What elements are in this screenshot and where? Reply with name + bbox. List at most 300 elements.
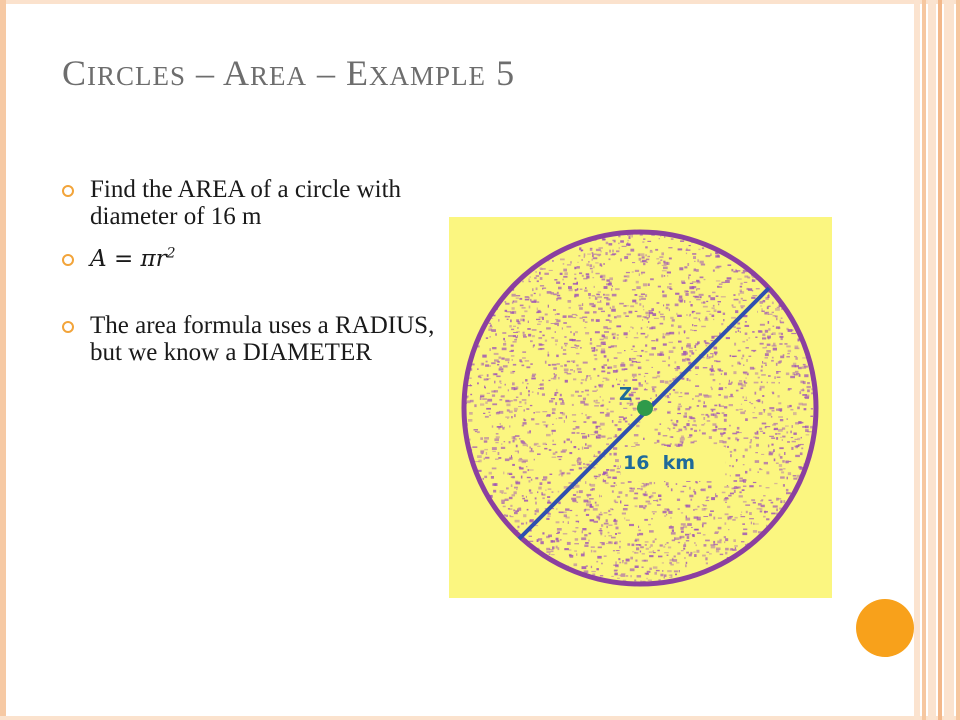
texture-speck xyxy=(773,343,776,346)
texture-speck xyxy=(530,492,533,494)
texture-speck xyxy=(538,388,541,389)
texture-speck xyxy=(596,436,601,438)
texture-speck xyxy=(696,550,699,553)
texture-speck xyxy=(637,332,638,334)
texture-speck xyxy=(802,357,806,358)
texture-speck xyxy=(706,301,708,302)
texture-speck xyxy=(605,294,609,296)
texture-speck xyxy=(777,307,780,308)
texture-speck xyxy=(639,505,644,508)
texture-speck xyxy=(603,326,607,329)
texture-speck xyxy=(617,578,620,579)
texture-speck xyxy=(556,538,559,541)
texture-speck xyxy=(653,552,656,553)
texture-speck xyxy=(666,304,670,306)
texture-speck xyxy=(513,341,517,342)
texture-speck xyxy=(498,452,500,455)
texture-speck xyxy=(519,359,522,362)
texture-speck xyxy=(574,278,576,280)
texture-speck xyxy=(647,578,648,579)
texture-speck xyxy=(786,489,789,492)
texture-speck xyxy=(577,432,580,433)
texture-speck xyxy=(525,402,527,405)
texture-speck xyxy=(647,571,651,573)
texture-speck xyxy=(530,340,533,342)
texture-speck xyxy=(624,276,627,278)
texture-speck xyxy=(590,484,595,487)
texture-speck xyxy=(644,519,648,521)
texture-speck xyxy=(537,453,541,455)
texture-speck xyxy=(510,371,514,373)
texture-speck xyxy=(555,392,559,394)
texture-speck xyxy=(596,426,601,427)
texture-speck xyxy=(807,389,810,392)
texture-speck xyxy=(570,510,573,511)
texture-speck xyxy=(573,494,576,496)
texture-speck xyxy=(516,298,519,299)
texture-speck xyxy=(517,335,518,338)
texture-speck xyxy=(492,394,495,396)
texture-speck xyxy=(512,382,515,385)
texture-speck xyxy=(626,520,630,521)
texture-speck xyxy=(796,445,798,447)
texture-speck xyxy=(645,388,646,389)
texture-speck xyxy=(594,400,596,402)
texture-speck xyxy=(556,508,557,510)
texture-speck xyxy=(639,273,640,276)
texture-speck xyxy=(718,369,722,371)
texture-speck xyxy=(538,321,542,322)
texture-speck xyxy=(531,479,532,481)
texture-speck xyxy=(653,513,655,514)
texture-speck xyxy=(522,425,524,427)
texture-speck xyxy=(743,464,745,465)
texture-speck xyxy=(693,269,695,272)
texture-speck xyxy=(579,490,583,493)
texture-speck xyxy=(600,528,602,530)
texture-speck xyxy=(800,381,804,384)
texture-speck xyxy=(652,388,654,390)
texture-speck xyxy=(613,370,618,373)
texture-speck xyxy=(524,500,528,502)
texture-speck xyxy=(721,323,723,325)
texture-speck xyxy=(633,408,637,409)
texture-speck xyxy=(748,337,750,338)
texture-speck xyxy=(699,393,702,395)
texture-speck xyxy=(779,382,780,384)
texture-speck xyxy=(804,408,807,410)
texture-speck xyxy=(597,556,601,559)
texture-speck xyxy=(635,560,637,562)
texture-speck xyxy=(752,412,754,413)
texture-speck xyxy=(664,577,666,579)
texture-speck xyxy=(532,375,535,377)
texture-speck xyxy=(795,455,800,457)
texture-speck xyxy=(620,364,625,367)
texture-speck xyxy=(585,312,590,314)
texture-speck xyxy=(686,518,691,521)
texture-speck xyxy=(596,400,597,402)
texture-speck xyxy=(500,423,501,425)
texture-speck xyxy=(758,331,762,333)
texture-speck xyxy=(572,404,574,406)
texture-speck xyxy=(555,319,558,320)
texture-speck xyxy=(613,336,616,339)
texture-speck xyxy=(706,562,708,564)
texture-speck xyxy=(509,325,512,327)
texture-speck xyxy=(647,315,648,317)
texture-speck xyxy=(645,541,649,542)
texture-speck xyxy=(795,447,798,448)
texture-speck xyxy=(728,529,729,530)
texture-speck xyxy=(782,436,785,438)
texture-speck xyxy=(766,347,767,349)
texture-speck xyxy=(499,367,502,368)
texture-speck xyxy=(689,380,691,382)
texture-speck xyxy=(787,477,789,480)
texture-speck xyxy=(797,407,800,410)
texture-speck xyxy=(737,432,742,433)
texture-speck xyxy=(634,580,636,582)
slide-title xyxy=(62,52,515,94)
texture-speck xyxy=(542,479,547,480)
texture-speck xyxy=(597,375,599,377)
texture-speck xyxy=(713,347,717,350)
texture-speck xyxy=(686,505,691,508)
texture-speck xyxy=(596,568,599,570)
texture-speck xyxy=(546,327,551,329)
texture-speck xyxy=(574,370,575,372)
texture-speck xyxy=(693,311,695,312)
texture-speck xyxy=(681,281,685,283)
texture-speck xyxy=(510,320,512,323)
texture-speck xyxy=(585,378,587,381)
texture-speck xyxy=(603,263,605,265)
texture-speck xyxy=(606,519,608,522)
texture-speck xyxy=(627,275,629,277)
texture-speck xyxy=(564,343,568,345)
texture-speck xyxy=(625,279,628,281)
texture-speck xyxy=(636,547,639,550)
texture-speck xyxy=(535,423,539,425)
texture-speck xyxy=(596,345,601,346)
texture-speck xyxy=(779,333,783,335)
texture-speck xyxy=(737,279,741,280)
circle-figure xyxy=(449,217,832,598)
texture-speck xyxy=(634,497,638,499)
texture-speck xyxy=(555,402,557,405)
texture-speck xyxy=(696,313,701,315)
texture-speck xyxy=(762,401,763,404)
texture-speck xyxy=(627,242,628,243)
texture-speck xyxy=(730,355,732,357)
texture-speck xyxy=(669,350,674,353)
texture-speck xyxy=(810,426,813,429)
texture-speck xyxy=(688,276,689,278)
texture-speck xyxy=(665,544,666,545)
texture-speck xyxy=(640,488,642,490)
texture-speck xyxy=(606,298,610,300)
texture-speck xyxy=(761,311,764,312)
texture-speck xyxy=(723,313,725,315)
texture-speck xyxy=(559,459,562,460)
texture-speck xyxy=(534,443,539,445)
texture-speck xyxy=(696,269,699,272)
texture-speck xyxy=(551,337,554,338)
texture-speck xyxy=(617,553,620,554)
texture-speck xyxy=(551,550,554,552)
texture-speck xyxy=(674,570,678,572)
texture-speck xyxy=(749,445,751,448)
texture-speck xyxy=(510,458,512,460)
texture-speck xyxy=(601,436,605,438)
texture-speck xyxy=(684,290,688,292)
texture-speck xyxy=(638,374,641,376)
texture-speck xyxy=(716,280,720,281)
texture-speck xyxy=(718,301,722,302)
texture-speck xyxy=(717,541,721,544)
texture-speck xyxy=(791,437,793,438)
texture-speck xyxy=(669,380,671,382)
formula-pi: π xyxy=(140,245,156,272)
texture-speck xyxy=(612,509,614,510)
texture-speck xyxy=(781,318,783,319)
texture-speck xyxy=(486,337,488,339)
texture-speck xyxy=(629,490,634,492)
texture-speck xyxy=(669,577,672,578)
texture-speck xyxy=(763,409,765,410)
texture-speck xyxy=(632,272,634,273)
texture-speck xyxy=(537,324,541,325)
texture-speck xyxy=(668,511,672,514)
texture-speck xyxy=(509,497,513,499)
stripe-1 xyxy=(914,0,920,720)
texture-speck xyxy=(590,506,594,508)
texture-speck xyxy=(621,574,626,577)
texture-speck xyxy=(485,416,489,418)
frame-left-border xyxy=(0,0,6,720)
texture-speck xyxy=(761,370,763,372)
texture-speck xyxy=(496,376,500,378)
texture-speck xyxy=(484,476,487,478)
texture-speck xyxy=(495,459,499,461)
texture-speck xyxy=(508,335,513,337)
texture-speck xyxy=(773,348,777,351)
texture-speck xyxy=(733,326,736,328)
texture-speck xyxy=(618,532,621,534)
texture-speck xyxy=(810,416,813,417)
texture-speck xyxy=(584,421,587,423)
texture-speck xyxy=(759,468,761,470)
texture-speck xyxy=(536,288,538,291)
texture-speck xyxy=(652,377,657,379)
texture-speck xyxy=(550,474,553,475)
texture-speck xyxy=(519,458,522,460)
texture-speck xyxy=(630,249,634,252)
texture-speck xyxy=(678,248,683,250)
texture-speck xyxy=(663,343,667,345)
texture-speck xyxy=(469,412,473,415)
texture-speck xyxy=(594,521,599,523)
texture-speck xyxy=(735,547,736,549)
texture-speck xyxy=(629,488,632,490)
texture-speck xyxy=(597,389,598,391)
texture-speck xyxy=(711,497,715,500)
texture-speck xyxy=(563,315,567,317)
texture-speck xyxy=(547,516,550,517)
texture-speck xyxy=(632,544,635,547)
texture-speck xyxy=(718,527,722,530)
texture-speck xyxy=(707,420,711,421)
texture-speck xyxy=(663,435,668,436)
texture-speck xyxy=(614,316,617,318)
texture-speck xyxy=(606,412,609,414)
texture-speck xyxy=(603,472,606,474)
texture-speck xyxy=(611,537,616,539)
texture-speck xyxy=(786,492,791,494)
texture-speck xyxy=(768,375,771,377)
texture-speck xyxy=(585,332,589,334)
texture-speck xyxy=(602,279,606,281)
texture-speck xyxy=(732,306,735,308)
texture-speck xyxy=(573,428,576,430)
texture-speck xyxy=(566,416,567,419)
texture-speck xyxy=(660,574,663,577)
texture-speck xyxy=(754,432,756,434)
texture-speck xyxy=(540,285,544,286)
texture-speck xyxy=(712,292,715,294)
texture-speck xyxy=(771,360,774,362)
texture-speck xyxy=(539,294,541,297)
texture-speck xyxy=(480,450,484,452)
texture-speck xyxy=(510,400,513,401)
texture-speck xyxy=(743,501,747,503)
texture-speck xyxy=(632,289,636,290)
texture-speck xyxy=(536,412,541,413)
texture-speck xyxy=(552,546,555,549)
texture-speck xyxy=(532,335,535,337)
texture-speck xyxy=(634,493,638,495)
texture-speck xyxy=(679,570,680,572)
texture-speck xyxy=(736,409,739,410)
texture-speck xyxy=(608,535,612,536)
texture-speck xyxy=(743,372,748,374)
texture-speck xyxy=(595,331,600,333)
texture-speck xyxy=(529,470,534,471)
bullet-item-formula xyxy=(60,245,440,272)
texture-speck xyxy=(804,397,805,399)
texture-speck xyxy=(629,311,633,314)
texture-speck xyxy=(614,573,617,576)
texture-speck xyxy=(631,235,633,238)
texture-speck xyxy=(530,299,531,302)
texture-speck xyxy=(717,413,720,414)
texture-speck xyxy=(600,423,605,426)
texture-speck xyxy=(718,389,721,390)
texture-speck xyxy=(745,410,746,411)
texture-speck xyxy=(573,317,577,318)
texture-speck xyxy=(734,490,736,493)
texture-speck xyxy=(742,341,745,343)
texture-speck xyxy=(477,368,479,370)
texture-speck xyxy=(576,340,581,342)
texture-speck xyxy=(607,409,609,411)
texture-speck xyxy=(775,376,776,379)
texture-speck xyxy=(578,395,582,397)
texture-speck xyxy=(745,325,750,327)
texture-speck xyxy=(650,544,653,547)
texture-speck xyxy=(552,432,553,434)
texture-speck xyxy=(709,314,711,315)
texture-speck xyxy=(802,426,806,428)
texture-speck xyxy=(742,523,745,525)
texture-speck xyxy=(771,437,775,439)
texture-speck xyxy=(468,419,472,422)
texture-speck xyxy=(607,372,610,374)
texture-speck xyxy=(650,547,651,549)
area-formula xyxy=(90,246,176,272)
texture-speck xyxy=(681,550,684,551)
texture-speck xyxy=(491,476,494,479)
texture-speck xyxy=(605,414,609,417)
texture-speck xyxy=(741,385,742,387)
texture-speck xyxy=(692,324,693,326)
texture-speck xyxy=(728,495,731,497)
texture-speck xyxy=(520,319,524,322)
texture-speck xyxy=(513,326,516,327)
texture-speck xyxy=(556,355,559,358)
texture-speck xyxy=(765,297,768,300)
texture-speck xyxy=(747,339,748,340)
texture-speck xyxy=(576,315,578,316)
texture-speck xyxy=(606,526,608,528)
texture-speck xyxy=(532,392,534,393)
texture-speck xyxy=(714,309,717,312)
texture-speck xyxy=(529,278,530,281)
texture-speck xyxy=(504,341,506,343)
texture-speck xyxy=(607,438,608,440)
texture-speck xyxy=(684,542,685,545)
texture-speck xyxy=(548,535,552,538)
texture-speck xyxy=(724,486,729,488)
texture-speck xyxy=(586,514,589,516)
texture-speck xyxy=(731,382,732,384)
texture-speck xyxy=(696,424,697,426)
texture-speck xyxy=(783,500,785,503)
texture-speck xyxy=(732,488,736,490)
texture-speck xyxy=(703,417,705,420)
texture-speck xyxy=(594,354,597,356)
slide-title-text: CIRCLES – AREA – EXAMPLE 5 xyxy=(62,53,516,93)
texture-speck xyxy=(655,429,658,431)
texture-speck xyxy=(727,277,732,279)
texture-speck xyxy=(706,497,708,499)
texture-speck xyxy=(589,533,592,535)
texture-speck xyxy=(519,438,521,439)
texture-speck xyxy=(527,509,529,511)
texture-speck xyxy=(696,299,700,300)
texture-speck xyxy=(664,275,665,277)
texture-speck xyxy=(522,399,527,401)
texture-speck xyxy=(608,525,612,526)
texture-speck xyxy=(513,335,516,337)
texture-speck xyxy=(505,400,509,403)
texture-speck xyxy=(765,364,767,366)
texture-speck xyxy=(759,412,763,415)
texture-speck xyxy=(771,502,774,504)
texture-speck xyxy=(667,262,670,265)
texture-speck xyxy=(807,386,811,388)
